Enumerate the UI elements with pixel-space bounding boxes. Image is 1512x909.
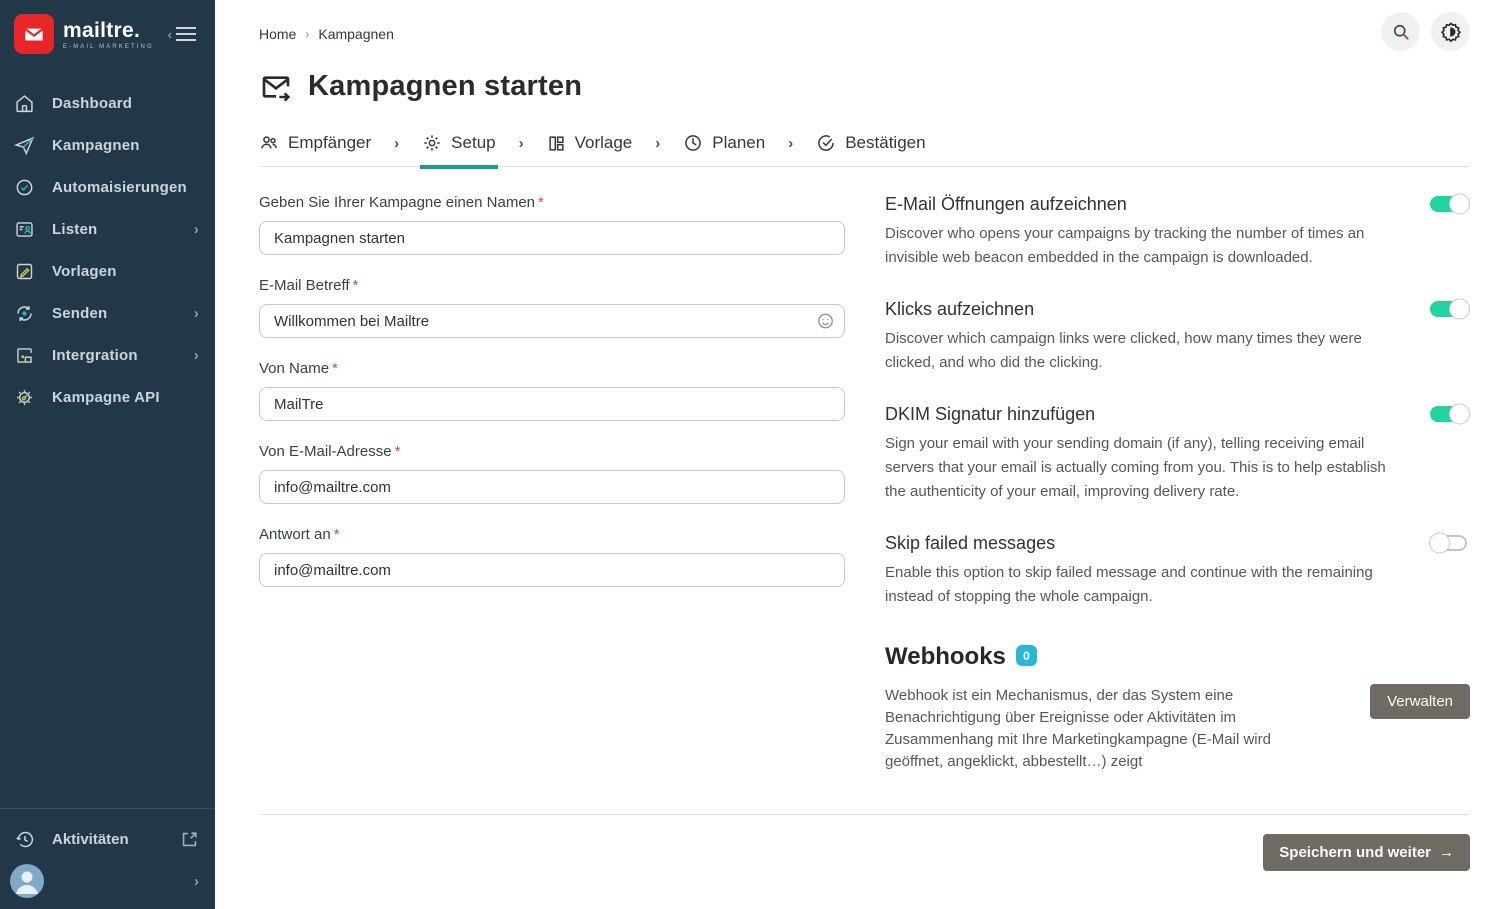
sidebar-item-kampagne-api[interactable]: Kampagne API: [0, 376, 215, 418]
save-and-continue-button[interactable]: Speichern und weiter →: [1263, 834, 1470, 871]
email-subject-input[interactable]: [259, 304, 845, 338]
required-marker: *: [333, 526, 340, 543]
bottom-divider: [259, 814, 1470, 815]
step-bestaetigen[interactable]: Bestätigen: [816, 133, 925, 153]
external-link-icon[interactable]: [180, 830, 199, 849]
search-button[interactable]: [1381, 12, 1420, 51]
chevron-right-icon: ›: [193, 220, 199, 238]
email-subject-label: E-Mail Betreff: [259, 277, 350, 294]
track-clicks-toggle[interactable]: [1430, 301, 1467, 317]
skip-failed-toggle[interactable]: [1430, 535, 1467, 551]
theme-toggle-button[interactable]: [1431, 12, 1470, 51]
required-marker: *: [394, 443, 401, 460]
page-title: Kampagnen starten: [308, 70, 583, 102]
webhooks-count-badge: 0: [1016, 645, 1037, 666]
manage-webhooks-button[interactable]: Verwalten: [1370, 684, 1470, 719]
from-email-field-group: [259, 443, 845, 504]
brand-logo[interactable]: [0, 0, 215, 64]
chevron-right-icon: ›: [518, 134, 524, 152]
breadcrumb: [259, 22, 394, 42]
campaign-form: [259, 194, 845, 773]
step-vorlage[interactable]: Vorlage: [547, 133, 633, 153]
breadcrumb-home[interactable]: Home: [259, 26, 297, 42]
webhooks-title: Webhooks: [885, 643, 1006, 670]
required-marker: *: [332, 360, 338, 377]
step-empfaenger[interactable]: Empfänger: [259, 133, 371, 153]
from-email-input[interactable]: [259, 470, 845, 504]
emoji-picker-icon[interactable]: [816, 312, 835, 331]
reply-to-input[interactable]: [259, 553, 845, 587]
paper-plane-icon: [13, 134, 35, 156]
sidebar-item-listen[interactable]: Listen ›: [0, 208, 215, 250]
sync-icon: [13, 302, 35, 324]
integration-icon: [13, 344, 35, 366]
theme-toggle-icon: [1440, 21, 1462, 43]
chevron-right-icon: ›: [655, 134, 661, 152]
clock-icon: [683, 133, 703, 153]
contact-card-icon: [13, 218, 35, 240]
breadcrumb-kampagnen[interactable]: Kampagnen: [318, 26, 394, 42]
automation-check-icon: [13, 176, 35, 198]
sidebar-item-vorlagen[interactable]: Vorlagen: [0, 250, 215, 292]
gear-key-icon: [13, 386, 35, 408]
sidebar: [0, 0, 215, 909]
arrow-right-icon: →: [1439, 844, 1454, 861]
breadcrumb-separator: ›: [305, 27, 310, 41]
sidebar-item-dashboard[interactable]: Dashboard: [0, 82, 215, 124]
chevron-right-icon: ›: [194, 872, 199, 890]
required-marker: *: [538, 194, 544, 211]
email-subject-field-group: [259, 277, 845, 338]
webhooks-description: Webhook ist ein Mechanismus, der das System eine Benachrichtigung über Ereignisse oder Aktivitäten im Zusammenhang mit Ihre Marketingkampagne (E-Mail wird geöffnet, angeklickt, abbestellt…) zeigt: [885, 687, 1271, 770]
layout-icon: [547, 134, 566, 153]
sidebar-nav: [0, 82, 215, 418]
sidebar-collapse-button[interactable]: ‹: [164, 22, 201, 46]
hamburger-icon: [175, 26, 197, 42]
campaign-name-input[interactable]: [259, 221, 845, 255]
sidebar-item-intergration[interactable]: Intergration ›: [0, 334, 215, 376]
from-name-label: Von Name: [259, 360, 330, 377]
chevron-right-icon: ›: [394, 134, 400, 152]
from-name-field-group: [259, 360, 845, 421]
chevron-right-icon: ›: [193, 304, 199, 322]
option-track-opens: E-Mail Öffnungen aufzeichnen Discover who opens your campaigns by tracking the number of times an invisible web beacon embedded in the campaign is downloaded.: [885, 194, 1470, 270]
main-content: [215, 0, 1512, 909]
sidebar-item-kampagnen[interactable]: Kampagnen: [0, 124, 215, 166]
step-setup[interactable]: Setup: [422, 133, 495, 153]
track-opens-toggle[interactable]: [1430, 196, 1467, 212]
required-marker: *: [352, 277, 359, 294]
mail-forward-icon: [259, 71, 293, 103]
sidebar-footer: [0, 808, 215, 909]
from-name-input[interactable]: [259, 387, 845, 421]
people-icon: [259, 133, 279, 153]
from-email-label: Von E-Mail-Adresse: [259, 443, 392, 460]
wizard-steps: [259, 133, 1470, 167]
brand-name: mailtre.: [63, 18, 141, 42]
sidebar-item-aktivitaeten[interactable]: Aktivitäten: [0, 819, 215, 859]
history-icon: [13, 828, 35, 850]
brand-tagline: E-MAIL MARKETING: [63, 43, 154, 50]
user-avatar: [10, 864, 44, 898]
gear-icon: [422, 133, 442, 153]
envelope-logo-icon: [14, 14, 54, 54]
option-dkim: DKIM Signatur hinzufügen Sign your email with your sending domain (if any), telling receiving email servers that your email is actually coming from you. This is to help establish the authenticity of your email, improving delivery rate.: [885, 404, 1470, 504]
campaign-name-label: Geben Sie Ihrer Kampagne einen Namen: [259, 194, 536, 211]
reply-to-field-group: [259, 526, 845, 587]
template-pen-icon: [13, 260, 35, 282]
chevron-right-icon: ›: [788, 134, 794, 152]
step-planen[interactable]: Planen: [683, 133, 765, 153]
webhooks-section: [885, 643, 1470, 773]
user-menu[interactable]: [0, 859, 215, 903]
sidebar-item-automaisierungen[interactable]: Automaisierungen: [0, 166, 215, 208]
home-icon: [13, 92, 35, 114]
reply-to-label: Antwort an: [259, 526, 331, 543]
campaign-options: [885, 194, 1470, 773]
campaign-name-field-group: [259, 194, 845, 255]
dkim-toggle[interactable]: [1430, 406, 1467, 422]
sidebar-item-senden[interactable]: Senden ›: [0, 292, 215, 334]
check-circle-icon: [816, 133, 836, 153]
chevron-right-icon: ›: [193, 346, 199, 364]
option-track-clicks: Klicks aufzeichnen Discover which campaign links were clicked, how many times they were clicked, and who did the clicking.: [885, 299, 1470, 375]
option-skip-failed: Skip failed messages Enable this option to skip failed message and continue with the remaining instead of stopping the whole campaign.: [885, 533, 1470, 609]
search-icon: [1391, 22, 1411, 42]
